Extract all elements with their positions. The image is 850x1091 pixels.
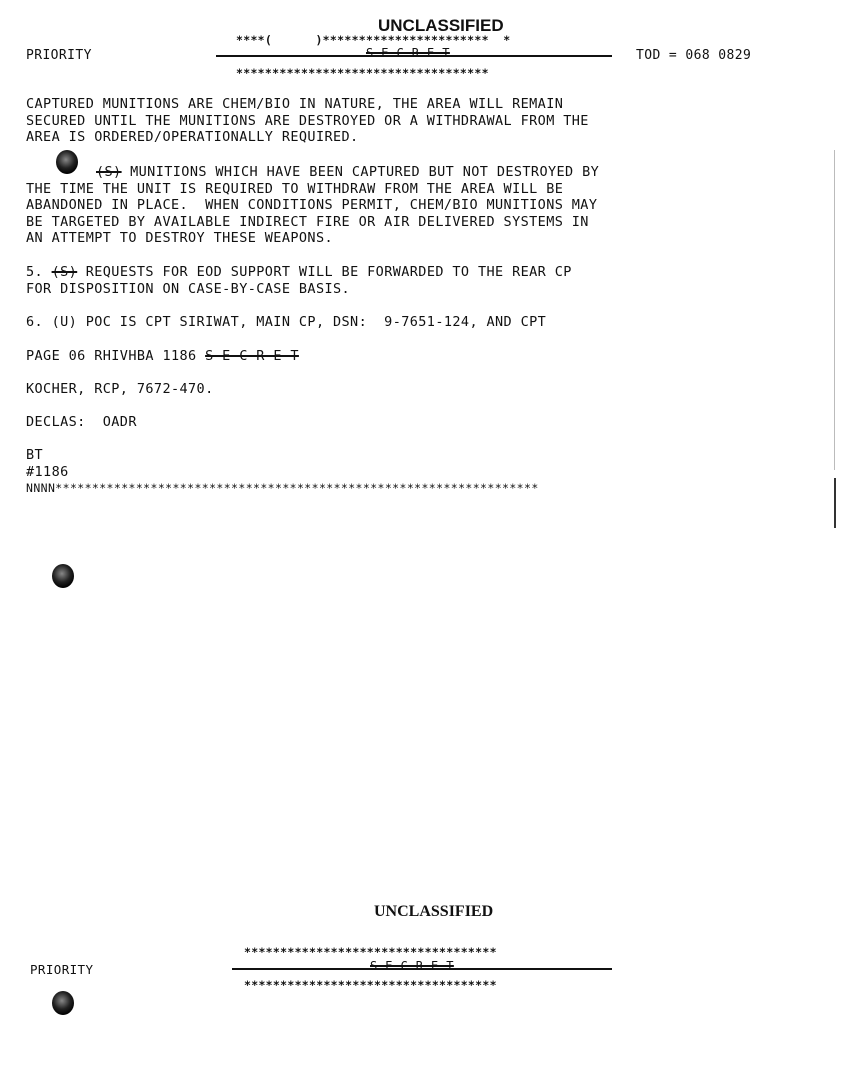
text-line: KOCHER, RCP, 7672-470. <box>26 381 214 397</box>
paragraph-chem-bio <box>26 96 716 146</box>
secret-banner-marking: S E C R E T <box>366 46 450 60</box>
text-line: 6. (U) POC IS CPT SIRIWAT, MAIN CP, DSN: 9-7651-124, AND CPT <box>26 314 547 330</box>
text-line: FOR DISPOSITION ON CASE-BY-CASE BASIS. <box>26 280 351 297</box>
paragraph-6 <box>26 314 716 331</box>
text-line <box>26 264 716 281</box>
text-line: AREA IS ORDERED/OPERATIONALLY REQUIRED. <box>26 129 359 145</box>
text-segment: PAGE 06 RHIVHBA 1186 <box>26 348 197 364</box>
punch-hole-icon <box>52 564 74 588</box>
text-line: AN ATTEMPT TO DESTROY THESE WEAPONS. <box>26 230 333 246</box>
text-segment: MUNITIONS WHICH HAVE BEEN CAPTURED BUT NOT DESTROYED BY <box>130 164 600 180</box>
text-line: THE TIME THE UNIT IS REQUIRED TO WITHDRAW FROM THE AREA WILL BE <box>26 180 564 197</box>
text-segment: 5. <box>26 264 44 280</box>
text-line: ABANDONED IN PLACE. WHEN CONDITIONS PERMIT, CHEM/BIO MUNITIONS MAY <box>26 197 598 213</box>
struck-classification: (S) <box>51 264 78 280</box>
classification-header: UNCLASSIFIED <box>378 16 504 35</box>
text-line <box>26 348 716 365</box>
classification-footer: UNCLASSIFIED <box>374 903 494 920</box>
declas-line <box>26 414 716 431</box>
margin-rule <box>834 150 835 470</box>
secret-banner-stars-top: ****( )*********************** * <box>236 33 511 47</box>
message-end <box>26 447 716 497</box>
text-line: BE TARGETED BY AVAILABLE INDIRECT FIRE OR AIR DELIVERED SYSTEMS IN <box>26 213 589 230</box>
paragraph-5 <box>26 264 716 297</box>
struck-classification: (S) <box>96 164 122 180</box>
nnnn-line: NNNN****************************************************************** <box>26 481 539 495</box>
secret-banner-stars-top: *********************************** <box>244 945 497 959</box>
paragraph-4 <box>26 164 716 247</box>
bt-line: BT <box>26 447 44 463</box>
secret-banner-stars-bottom: *********************************** <box>236 66 489 80</box>
text-line: SECURED UNTIL THE MUNITIONS ARE DESTROYED OR A WITHDRAWAL FROM THE <box>26 112 589 129</box>
margin-rule-dark <box>834 478 836 528</box>
tod-line: TOD = 068 0829 <box>636 48 752 63</box>
text-segment: REQUESTS FOR EOD SUPPORT WILL BE FORWARDED TO THE REAR CP <box>85 264 572 280</box>
text-line: CAPTURED MUNITIONS ARE CHEM/BIO IN NATURE, THE AREA WILL REMAIN <box>26 96 564 112</box>
precedence-label: PRIORITY <box>30 962 94 977</box>
struck-secret-marking: S E C R E T <box>205 348 299 364</box>
text-line <box>26 164 716 181</box>
page-line <box>26 348 716 365</box>
secret-banner-marking: S E C R E T <box>370 959 454 973</box>
message-number: #1186 <box>26 463 69 480</box>
precedence-label: PRIORITY <box>26 48 92 63</box>
kocher-line <box>26 381 716 398</box>
punch-hole-icon <box>52 991 74 1015</box>
secret-banner-stars-bottom: *********************************** <box>244 978 497 992</box>
text-line: DECLAS: OADR <box>26 414 137 430</box>
